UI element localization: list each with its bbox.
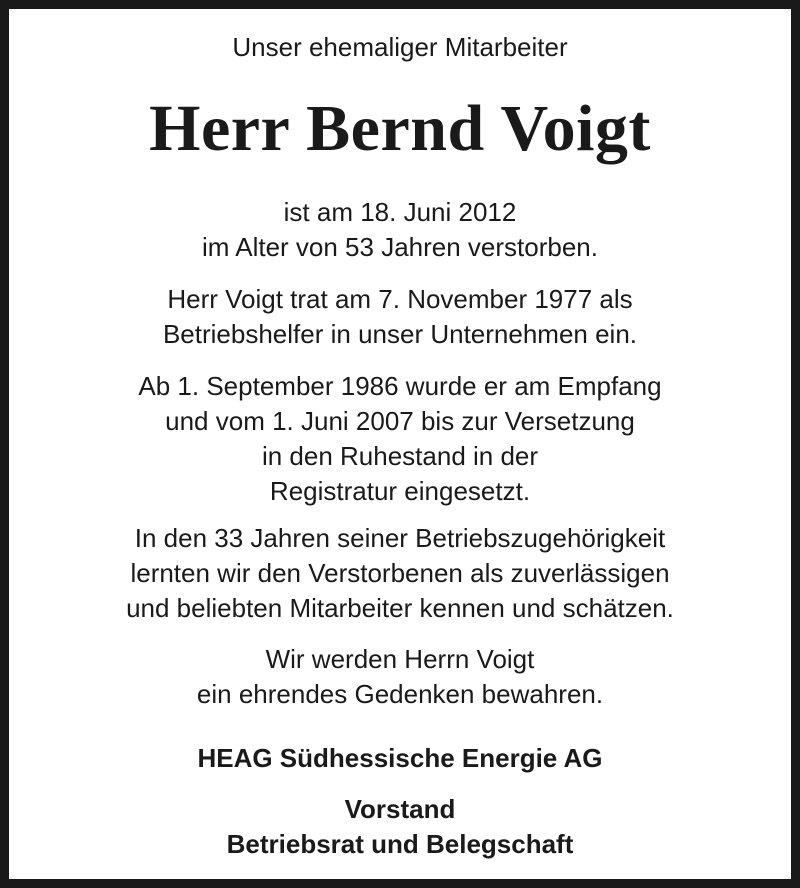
text-line: und beliebten Mitarbeiter kennen und schätzen. — [126, 593, 674, 623]
text-line: in den Ruhestand in der — [261, 441, 539, 471]
signature-company: HEAG Südhessische Energie AG — [197, 743, 603, 773]
text-line: ein ehrendes Gedenken bewahren. — [196, 679, 604, 709]
paragraph-date-of-death — [9, 195, 791, 265]
paragraph-remembrance — [9, 642, 791, 712]
text-line: Betriebshelfer in unser Unternehmen ein. — [162, 319, 638, 349]
text-line: In den 33 Jahren seiner Betriebszugehörigkeit — [134, 523, 666, 553]
text-line: Ab 1. September 1986 wurde er am Empfang — [138, 371, 662, 401]
text-line: Herr Voigt trat am 7. November 1977 als — [167, 284, 633, 314]
text-line: und vom 1. Juni 2007 bis zur Versetzung — [165, 406, 635, 436]
text-line: ist am 18. Juni 2012 — [283, 197, 517, 227]
text-line: Registratur eingesetzt. — [269, 476, 531, 506]
paragraph-employment-start — [9, 282, 791, 352]
deceased-name: Herr Bernd Voigt — [149, 92, 651, 165]
signature-board: Vorstand — [344, 794, 456, 824]
text-line: Wir werden Herrn Voigt — [265, 644, 535, 674]
signature-staff: Betriebsrat und Belegschaft — [226, 829, 574, 859]
paragraph-career — [9, 369, 791, 509]
text-line: im Alter von 53 Jahren verstorben. — [202, 232, 598, 262]
signature-groups — [9, 792, 791, 862]
intro-text: Unser ehemaliger Mitarbeiter — [232, 32, 568, 62]
paragraph-appreciation — [9, 521, 791, 626]
text-line: lernten wir den Verstorbenen als zuverlässigen — [130, 558, 670, 588]
